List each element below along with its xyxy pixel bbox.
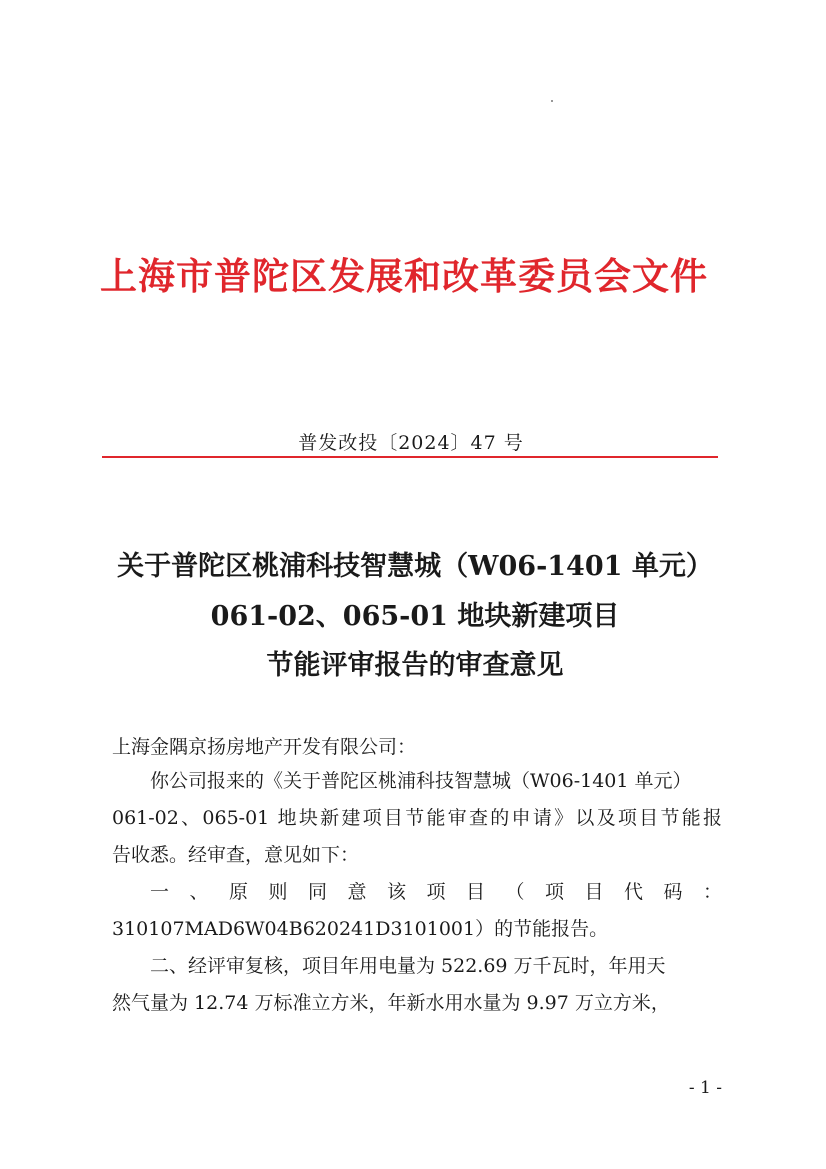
addressee: 上海金隅京扬房地产开发有限公司： — [112, 736, 417, 758]
body-line: 告收悉。经审查，意见如下： — [112, 844, 360, 866]
issuer-heading: 上海市普陀区发展和改革委员会文件 — [100, 254, 708, 298]
body-line: 310107MAD6W04B620241D3101001）的节能报告。 — [112, 918, 609, 940]
document-title-line-2: 061-02、065-01 地块新建项目 — [210, 601, 620, 632]
body-line: 061-02、065-01 地块新建项目节能审查的申请》以及项目节能报 — [112, 807, 722, 829]
body-line: 你公司报来的《关于普陀区桃浦科技智慧城（W06-1401 单元） — [150, 770, 692, 792]
document-title-line-1: 关于普陀区桃浦科技智慧城（W06-1401 单元） — [117, 551, 713, 582]
body-line: 二、经评审复核，项目年用电量为 522.69 万千瓦时，年用天 — [150, 955, 666, 977]
scan-speck — [551, 100, 553, 102]
body-line: 然气量为 12.74 万标准立方米，年新水用水量为 9.97 万立方米， — [112, 992, 670, 1014]
red-divider-line — [102, 456, 718, 458]
page-number: - 1 - — [688, 1078, 722, 1098]
document-title-line-3: 节能评审报告的审查意见 — [266, 650, 564, 681]
body-line: 一、原则同意该项目（项目代码： — [150, 881, 722, 903]
document-number: 普发改投〔2024〕47 号 — [298, 432, 524, 454]
